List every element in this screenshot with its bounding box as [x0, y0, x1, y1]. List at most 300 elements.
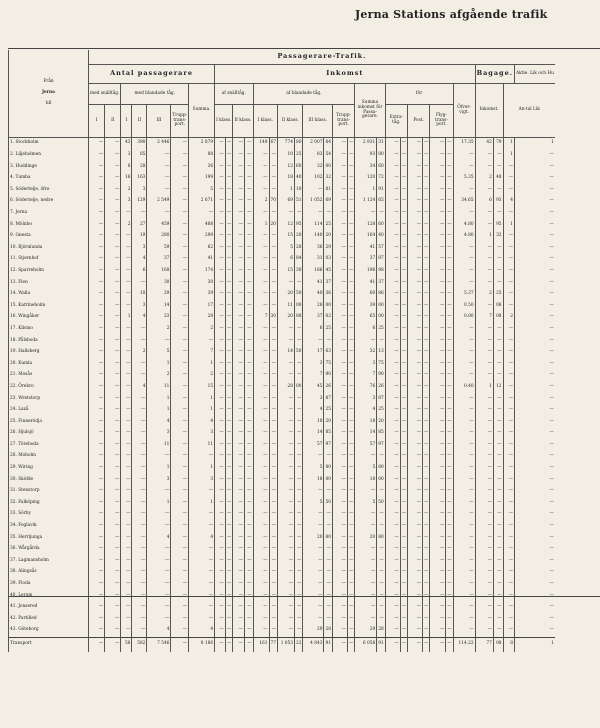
station-name: 1. Stockholm	[9, 138, 89, 150]
table-cell: 88	[189, 150, 215, 162]
table-cell: —	[89, 254, 105, 266]
table-cell: —	[503, 463, 514, 475]
table-cell: —	[171, 509, 189, 521]
table-cell: —	[347, 219, 354, 231]
bottom-rule	[8, 596, 600, 597]
table-cell: —	[132, 532, 147, 544]
table-cell: —	[503, 439, 514, 451]
table-cell: —	[215, 555, 226, 567]
table-cell: —	[423, 358, 430, 370]
table-row	[9, 300, 555, 312]
table-cell: —	[253, 324, 269, 336]
table-cell: —	[493, 451, 503, 463]
table-cell: —	[475, 208, 493, 220]
table-cell: —	[132, 579, 147, 591]
table-cell: —	[475, 555, 493, 567]
table-cell: —	[121, 335, 132, 347]
table-cell: 95	[295, 219, 303, 231]
table-cell: —	[132, 555, 147, 567]
table-cell: 27	[132, 219, 147, 231]
table-cell: —	[132, 277, 147, 289]
table-cell: —	[493, 161, 503, 173]
table-cell: —	[171, 231, 189, 243]
table-cell: —	[225, 579, 233, 591]
station-name: 11. Stjernhof	[9, 254, 89, 266]
table-cell: —	[408, 266, 423, 278]
table-cell: —	[253, 173, 269, 185]
table-cell: —	[215, 231, 226, 243]
table-cell: 11	[147, 381, 171, 393]
table-cell: —	[253, 451, 269, 463]
table-row	[9, 324, 555, 336]
table-cell: —	[385, 393, 400, 405]
table-cell: —	[493, 509, 503, 521]
table-cell: —	[89, 324, 105, 336]
table-cell: —	[400, 254, 407, 266]
table-cell: —	[475, 428, 493, 440]
table-cell: —	[324, 613, 332, 625]
table-cell: —	[278, 532, 295, 544]
table-cell: —	[132, 602, 147, 614]
table-cell: —	[332, 497, 347, 509]
table-row	[9, 196, 555, 208]
table-cell: —	[446, 613, 453, 625]
table-cell: —	[515, 184, 555, 196]
table-cell: 1	[475, 381, 493, 393]
table-cell: —	[332, 347, 347, 359]
flygtransport-header: Flyg-trans-port.	[430, 105, 453, 138]
table-cell: —	[189, 208, 215, 220]
table-cell: —	[225, 474, 233, 486]
table-cell: —	[503, 358, 514, 370]
table-cell: —	[400, 405, 407, 417]
table-cell: —	[453, 474, 475, 486]
for-header: för	[385, 84, 453, 105]
table-cell: —	[147, 161, 171, 173]
table-cell: —	[324, 567, 332, 579]
table-cell: —	[332, 381, 347, 393]
table-cell: 11	[278, 300, 295, 312]
table-cell: —	[385, 196, 400, 208]
table-cell: 87	[377, 254, 385, 266]
table-cell: 2	[503, 312, 514, 324]
table-cell: —	[453, 544, 475, 556]
table-cell: —	[347, 196, 354, 208]
table-cell: —	[423, 138, 430, 150]
table-cell: —	[430, 358, 446, 370]
table-cell: —	[171, 370, 189, 382]
table-cell: —	[453, 358, 475, 370]
table-row	[9, 254, 555, 266]
table-cell: —	[400, 428, 407, 440]
table-cell: —	[408, 300, 423, 312]
table-cell: 25	[377, 324, 385, 336]
table-cell: —	[355, 521, 377, 533]
table-cell: 149	[253, 138, 269, 150]
table-cell: —	[385, 289, 400, 301]
table-cell: —	[303, 555, 324, 567]
table-cell: —	[423, 625, 430, 637]
table-cell: —	[385, 138, 400, 150]
table-cell: —	[253, 486, 269, 498]
table-cell: —	[89, 358, 105, 370]
table-cell: 25	[377, 405, 385, 417]
station-name: 4. Tumba	[9, 173, 89, 185]
table-cell: 29	[324, 242, 332, 254]
table-cell: —	[385, 208, 400, 220]
table-cell: —	[475, 219, 493, 231]
table-cell: —	[503, 289, 514, 301]
table-cell: —	[253, 150, 269, 162]
table-cell: —	[225, 266, 233, 278]
table-cell: —	[430, 184, 446, 196]
table-cell: —	[132, 393, 147, 405]
table-cell: —	[171, 439, 189, 451]
station-name: 24. Laxå	[9, 405, 89, 417]
table-cell: —	[475, 347, 493, 359]
bagage-heading: Bagage.	[475, 65, 514, 84]
table-cell: —	[408, 381, 423, 393]
table-cell: 41	[189, 254, 215, 266]
table-cell: —	[515, 358, 555, 370]
table-cell: —	[295, 521, 303, 533]
table-cell: —	[105, 231, 121, 243]
station-name: Transport	[9, 637, 89, 652]
table-cell: —	[385, 544, 400, 556]
table-cell: —	[278, 358, 295, 370]
table-cell: —	[225, 150, 233, 162]
table-cell: —	[147, 567, 171, 579]
table-cell: —	[475, 544, 493, 556]
table-cell: —	[215, 625, 226, 637]
table-cell: —	[430, 590, 446, 602]
table-cell: —	[377, 590, 385, 602]
snall-i-klass: I klass.	[215, 105, 233, 138]
table-cell: —	[408, 393, 423, 405]
table-cell: —	[430, 405, 446, 417]
table-cell: —	[408, 637, 423, 652]
table-cell: —	[171, 312, 189, 324]
table-cell: —	[400, 474, 407, 486]
table-row	[9, 370, 555, 382]
table-cell: —	[453, 393, 475, 405]
table-cell: —	[446, 544, 453, 556]
table-cell: —	[515, 428, 555, 440]
table-cell: —	[423, 208, 430, 220]
table-cell: —	[233, 289, 245, 301]
station-name: 23. Wretstorp	[9, 393, 89, 405]
table-cell: 7	[189, 347, 215, 359]
table-cell: —	[189, 567, 215, 579]
table-cell: —	[332, 451, 347, 463]
table-cell: —	[347, 451, 354, 463]
table-cell: —	[493, 266, 503, 278]
table-cell: —	[121, 254, 132, 266]
table-cell: —	[171, 428, 189, 440]
table-cell: —	[105, 184, 121, 196]
table-cell: 51	[295, 196, 303, 208]
table-cell: —	[385, 150, 400, 162]
table-cell: —	[515, 544, 555, 556]
table-cell: —	[303, 208, 324, 220]
table-cell: —	[245, 324, 253, 336]
table-cell: —	[332, 463, 347, 475]
table-cell: —	[171, 544, 189, 556]
table-cell: —	[303, 451, 324, 463]
table-cell: —	[89, 416, 105, 428]
table-cell: —	[121, 393, 132, 405]
table-cell: —	[332, 231, 347, 243]
table-cell: 00	[377, 312, 385, 324]
table-cell: —	[347, 555, 354, 567]
table-cell: 32	[324, 173, 332, 185]
table-row	[9, 138, 555, 150]
table-cell: —	[233, 347, 245, 359]
summa-header: Summa.	[189, 84, 215, 138]
table-cell: 488	[189, 219, 215, 231]
table-cell: —	[475, 439, 493, 451]
table-cell: —	[408, 150, 423, 162]
table-cell: —	[408, 579, 423, 591]
table-row	[9, 161, 555, 173]
table-cell: —	[515, 509, 555, 521]
table-cell: —	[430, 312, 446, 324]
table-cell: 3	[132, 184, 147, 196]
table-cell: 12	[278, 219, 295, 231]
table-cell: —	[453, 150, 475, 162]
table-cell: —	[253, 463, 269, 475]
table-cell: —	[269, 173, 277, 185]
extra-tag-header: Extra-tåg.	[385, 105, 407, 138]
table-cell: —	[245, 602, 253, 614]
table-cell: —	[245, 300, 253, 312]
table-cell: —	[408, 335, 423, 347]
table-cell: —	[493, 625, 503, 637]
table-cell: —	[269, 602, 277, 614]
station-name: 29. Wiring	[9, 463, 89, 475]
table-cell: 08	[493, 312, 503, 324]
table-cell: —	[408, 497, 423, 509]
table-cell: 36	[303, 242, 324, 254]
table-cell: 80	[377, 532, 385, 544]
table-cell: —	[253, 439, 269, 451]
table-cell: —	[253, 509, 269, 521]
table-cell: —	[89, 474, 105, 486]
med-blandade-header: med blandade tåg.	[121, 84, 189, 105]
table-cell: —	[408, 428, 423, 440]
table-cell: —	[408, 161, 423, 173]
table-cell: —	[400, 324, 407, 336]
table-cell: —	[225, 405, 233, 417]
table-cell: —	[408, 416, 423, 428]
table-cell: —	[423, 254, 430, 266]
table-cell: —	[269, 532, 277, 544]
station-name: 8. Mölnbo	[9, 219, 89, 231]
table-cell: 50	[295, 347, 303, 359]
table-cell: —	[475, 532, 493, 544]
table-cell: —	[132, 497, 147, 509]
table-cell: —	[233, 509, 245, 521]
table-cell: —	[475, 579, 493, 591]
table-cell: —	[278, 277, 295, 289]
table-cell: 2	[121, 184, 132, 196]
table-cell: 17	[303, 347, 324, 359]
table-row	[9, 579, 555, 591]
table-cell: —	[385, 370, 400, 382]
table-cell: —	[121, 602, 132, 614]
table-cell: —	[269, 324, 277, 336]
table-cell: —	[89, 150, 105, 162]
table-cell: —	[121, 358, 132, 370]
table-cell: —	[269, 358, 277, 370]
table-cell: 65	[377, 196, 385, 208]
table-cell: —	[430, 567, 446, 579]
table-cell: —	[303, 509, 324, 521]
table-cell: 2	[189, 324, 215, 336]
table-cell: 30	[189, 277, 215, 289]
table-cell: —	[147, 486, 171, 498]
table-cell: —	[295, 370, 303, 382]
table-cell: 57	[377, 242, 385, 254]
table-cell: 00	[295, 300, 303, 312]
table-cell: —	[446, 625, 453, 637]
table-cell: —	[147, 451, 171, 463]
table-cell: 5	[355, 463, 377, 475]
table-cell: —	[278, 439, 295, 451]
table-cell: 114.22	[453, 637, 475, 652]
table-cell: —	[89, 208, 105, 220]
table-cell: —	[132, 521, 147, 533]
table-cell: —	[377, 555, 385, 567]
table-cell: —	[515, 590, 555, 602]
table-cell: —	[171, 347, 189, 359]
table-row	[9, 231, 555, 243]
table-cell: —	[225, 231, 233, 243]
table-cell: —	[408, 208, 423, 220]
table-cell: —	[430, 416, 446, 428]
table-cell: —	[269, 451, 277, 463]
table-cell: —	[400, 289, 407, 301]
table-cell: —	[515, 381, 555, 393]
table-cell: —	[324, 602, 332, 614]
table-cell: 1	[147, 497, 171, 509]
table-cell: —	[430, 300, 446, 312]
table-cell: —	[245, 428, 253, 440]
table-cell: —	[295, 405, 303, 417]
table-cell: —	[105, 613, 121, 625]
table-cell: —	[408, 521, 423, 533]
table-cell: —	[89, 463, 105, 475]
table-cell: —	[475, 509, 493, 521]
table-cell: 26	[324, 381, 332, 393]
table-cell: —	[430, 324, 446, 336]
table-cell: 60	[377, 161, 385, 173]
station-name: 10. Björnlunda	[9, 242, 89, 254]
table-cell: 4	[503, 196, 514, 208]
table-cell: —	[423, 486, 430, 498]
table-row	[9, 497, 555, 509]
table-cell: —	[400, 196, 407, 208]
station-name: 3. Huddinge	[9, 161, 89, 173]
table-cell: 00	[295, 381, 303, 393]
table-cell: —	[515, 532, 555, 544]
table-cell: —	[147, 590, 171, 602]
table-cell: —	[400, 242, 407, 254]
table-cell: —	[215, 150, 226, 162]
table-cell: —	[400, 439, 407, 451]
table-cell: —	[408, 254, 423, 266]
table-cell: 0.50	[453, 300, 475, 312]
table-cell: —	[493, 613, 503, 625]
table-cell: —	[515, 567, 555, 579]
table-cell: —	[423, 497, 430, 509]
table-cell: —	[493, 370, 503, 382]
table-cell: —	[189, 486, 215, 498]
table-cell: —	[121, 428, 132, 440]
table-cell: —	[245, 335, 253, 347]
table-cell: —	[385, 242, 400, 254]
table-cell: 97	[324, 439, 332, 451]
table-cell: —	[430, 497, 446, 509]
table-cell: —	[269, 184, 277, 196]
table-cell: —	[475, 613, 493, 625]
table-cell: —	[132, 358, 147, 370]
table-cell: —	[453, 497, 475, 509]
table-cell: —	[233, 173, 245, 185]
table-cell: —	[423, 567, 430, 579]
table-cell: —	[253, 474, 269, 486]
table-cell: —	[332, 532, 347, 544]
table-cell: —	[233, 451, 245, 463]
table-cell: —	[423, 416, 430, 428]
table-cell: —	[245, 579, 253, 591]
table-cell: 390	[132, 138, 147, 150]
table-cell: —	[121, 579, 132, 591]
table-cell: —	[515, 277, 555, 289]
table-cell: 8 186	[189, 637, 215, 652]
table-cell: —	[132, 439, 147, 451]
table-cell: —	[147, 613, 171, 625]
table-cell: 15	[189, 381, 215, 393]
table-cell: —	[400, 173, 407, 185]
table-cell: —	[493, 428, 503, 440]
table-row	[9, 474, 555, 486]
med-snalltag-header: med snälltåg.	[89, 84, 121, 105]
table-cell: —	[446, 347, 453, 359]
table-cell: 14	[147, 300, 171, 312]
table-cell: —	[233, 428, 245, 440]
table-cell: —	[233, 590, 245, 602]
table-cell: —	[453, 451, 475, 463]
table-cell: 37	[324, 277, 332, 289]
table-cell: 18	[303, 416, 324, 428]
table-row	[9, 208, 555, 220]
table-cell: —	[453, 463, 475, 475]
table-cell: —	[347, 463, 354, 475]
table-cell: —	[400, 486, 407, 498]
table-cell: —	[171, 219, 189, 231]
table-cell: —	[132, 370, 147, 382]
table-cell: —	[245, 497, 253, 509]
table-cell: —	[105, 428, 121, 440]
table-cell: —	[515, 439, 555, 451]
table-cell: —	[269, 474, 277, 486]
table-cell: —	[332, 474, 347, 486]
table-cell: —	[332, 370, 347, 382]
table-cell: —	[295, 486, 303, 498]
table-cell: 28	[377, 625, 385, 637]
table-cell: 3	[147, 474, 171, 486]
